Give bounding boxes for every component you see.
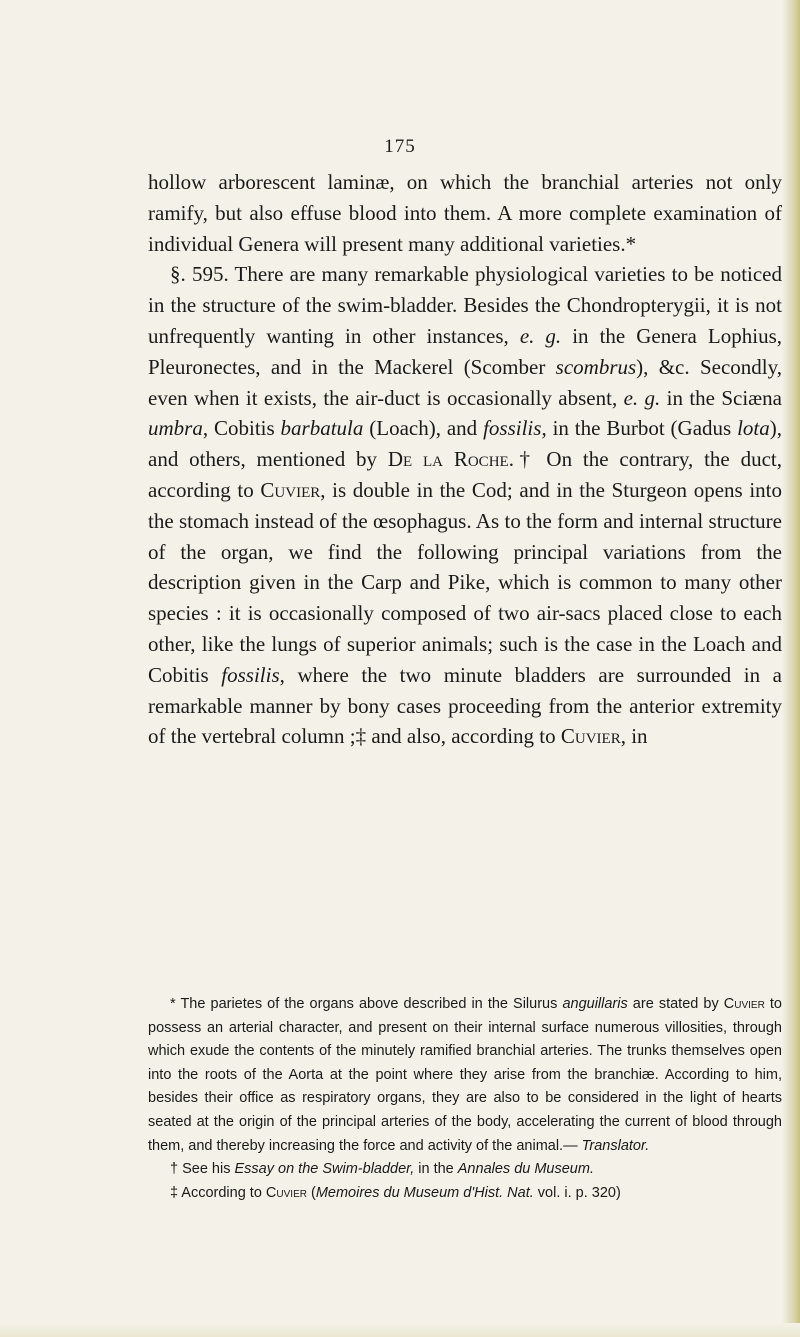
text-run: .† On the contrary, the duct, according to bbox=[148, 447, 782, 502]
text-run: to possess an arterial character, and present on their internal surface numerous villosities, through which exude the contents of the minutely ramified branchial arteries. The trunks themselves open into the roots of the Aorta at the point where they arise from the branchiæ. According to him, besides their office as respiratory organs, they are also to be considered in the light of hearts seated at the origin of the principal arteries of the body, accelerating the current of blood through them, and thereby increasing the force and activity of the animal.— bbox=[148, 996, 782, 1154]
text-run: † See his bbox=[170, 1161, 235, 1178]
text-run: , where the two minute bladders are surrounded in a remarkable manner by bony cases proceeding from the anterior extremity of the vertebral column ;‡ and also, according to bbox=[148, 662, 782, 749]
main-text bbox=[148, 167, 782, 752]
text-run: §. 595. There are many remarkable physiological varieties to be noticed in the structure of the swim-bladder. Besides the Chondropterygii, it is not unfrequently wanting in other instances, bbox=[148, 262, 782, 348]
paragraph-intro bbox=[148, 167, 782, 259]
footnote-2 bbox=[148, 1158, 782, 1182]
italic-run: Essay on the Swim-bladder, bbox=[234, 1161, 415, 1178]
text-run: ( bbox=[306, 1184, 316, 1201]
footnote-1 bbox=[148, 993, 782, 1158]
author-name: De la Roche bbox=[387, 447, 509, 472]
italic-run: anguillaris bbox=[562, 996, 628, 1012]
italic-run: barbatula bbox=[280, 416, 364, 441]
text-run: , in the Burbot (Gadus bbox=[541, 416, 738, 441]
italic-run: fossilis bbox=[483, 416, 542, 441]
paragraph-595 bbox=[148, 259, 782, 752]
italic-run: lota bbox=[737, 416, 770, 441]
text-run: , Cobitis bbox=[202, 416, 281, 441]
text-run: (Loach), and bbox=[363, 416, 484, 441]
author-name: Cuvier bbox=[723, 996, 765, 1012]
italic-run: e. g. bbox=[519, 323, 562, 348]
text-run: hollow arborescent laminæ, on which the branchial arteries not only ramify, but also effuse blood into them. A more complete examination of individual Genera will present many additional varieties.* bbox=[148, 170, 782, 256]
italic-run: e. g. bbox=[623, 385, 661, 410]
page-bottom-shadow bbox=[0, 1323, 800, 1337]
text-run: in the Genera Lophius, Pleuronectes, and in the Mackerel (Scomber bbox=[148, 323, 782, 379]
author-name: Cuvier bbox=[260, 477, 321, 502]
italic-run: Annales du Museum. bbox=[457, 1161, 594, 1178]
italic-run: umbra bbox=[148, 416, 203, 441]
text-run: ‡ According to bbox=[170, 1184, 266, 1201]
text-run: in the Sciæna bbox=[660, 385, 782, 410]
text-run: vol. i. p. 320) bbox=[533, 1184, 621, 1201]
page-edge-shadow bbox=[782, 0, 800, 1337]
author-name: Cuvier bbox=[265, 1184, 307, 1201]
text-run: ), &c. Secondly, even when it exists, the air-duct is occasionally absent, bbox=[148, 354, 782, 410]
italic-run: scombrus bbox=[555, 354, 637, 379]
text-run: , in bbox=[620, 724, 648, 749]
italic-run: fossilis bbox=[221, 662, 280, 687]
italic-run: Translator. bbox=[581, 1137, 650, 1154]
page-number: 175 bbox=[384, 136, 416, 157]
text-run: * The parietes of the organs above described in the Silurus bbox=[170, 996, 563, 1012]
footnotes bbox=[148, 993, 782, 1205]
author-name: Cuvier bbox=[560, 724, 621, 749]
italic-run: Memoires du Museum d'Hist. Nat. bbox=[315, 1184, 534, 1201]
text-run: , is double in the Cod; and in the Sturgeon opens into the stomach instead of the œsophagus. As to the form and internal structure of the organ, we find the following principal variations from the description given in the Carp and Pike, which is common to many other species : it is occasionally composed of two air-sacs placed close to each other, like the lungs of superior animals; such is the case in the Loach and Cobitis bbox=[148, 477, 783, 687]
footnote-3 bbox=[148, 1182, 782, 1206]
text-run: in the bbox=[414, 1161, 458, 1178]
text-run: are stated by bbox=[627, 996, 724, 1012]
text-run: ), and others, mentioned by bbox=[148, 416, 782, 472]
